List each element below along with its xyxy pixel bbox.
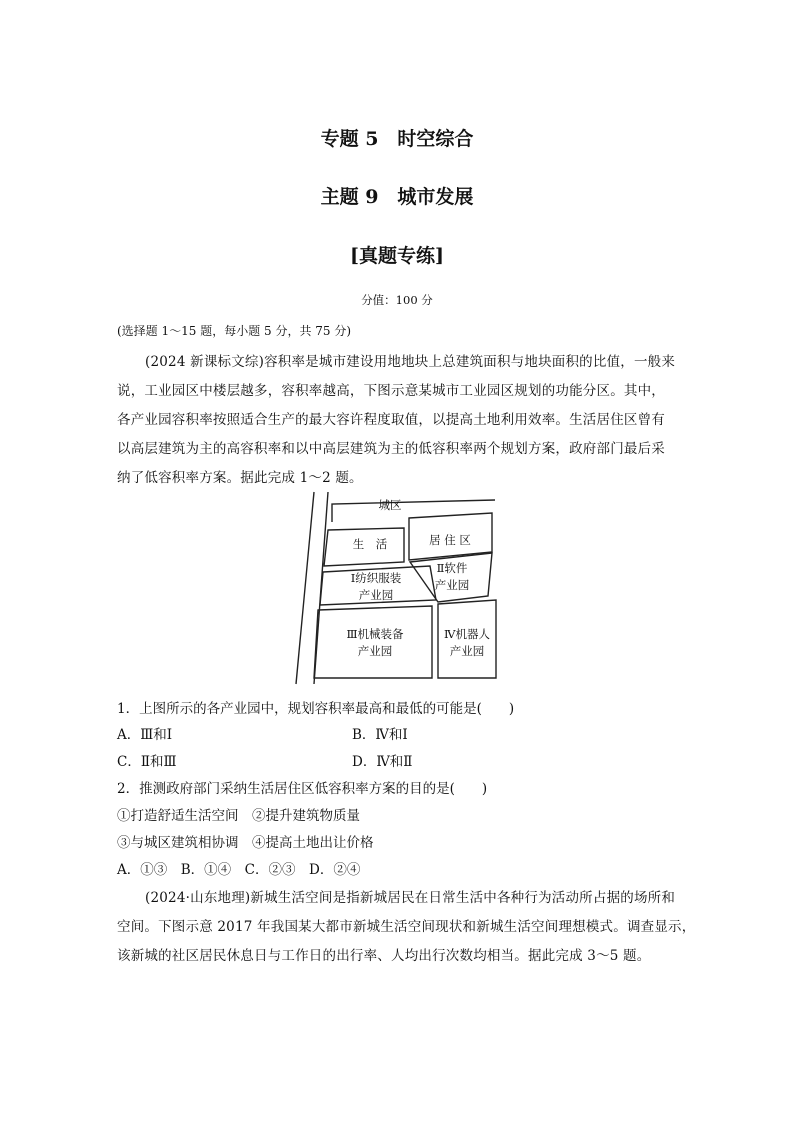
topic-title: 专题 5 时空综合 [320, 128, 474, 150]
park-1-label: Ⅰ纺织服装 [350, 571, 402, 585]
score-line: 分值：100 分 [361, 293, 433, 307]
park-4-label: 产业园 [449, 644, 485, 658]
park-2-label: Ⅱ软件 [436, 561, 468, 575]
park-3-block [314, 606, 432, 678]
section-title: [真题专练] [350, 245, 444, 267]
theme-title: 主题 9 城市发展 [320, 186, 474, 208]
question-1-stem: 1．上图所示的各产业园中，规划容积率最高和最低的可能是( ) [117, 701, 515, 717]
passage2-line: 空间。下图示意 2017 年我国某大都市新城生活空间现状和新城生活空间理想模式。调查显示， [117, 919, 696, 935]
passage2-line: (2024·山东地理)新城生活空间是指新城居民在日常生活中各种行为活动所占据的场所和 [145, 890, 676, 906]
city-boundary [332, 500, 495, 522]
passage1-line: 纳了低容积率方案。据此完成 1～2 题。 [117, 470, 363, 486]
question-1-option-b: B．Ⅳ和Ⅰ [352, 727, 408, 743]
city-label: 城区 [378, 498, 402, 512]
question-1-option-c: C．Ⅱ和Ⅲ [117, 754, 177, 770]
road-line [296, 492, 314, 684]
question-note: (选择题 1～15 题，每小题 5 分，共 75 分) [117, 324, 352, 338]
park-3-label: 产业园 [357, 644, 393, 658]
park-4-label: Ⅳ机器人 [444, 627, 490, 641]
passage1-line: (2024 新课标文综)容积率是城市建设用地地块上总建筑面积与地块面积的比值，一般来 [145, 354, 676, 370]
living-label-left: 生 活 [352, 537, 388, 551]
question-2-options: A．①③ B．①④ C．②③ D．②④ [117, 862, 361, 878]
question-2-stem: 2．推测政府部门采纳生活居住区低容积率方案的目的是( ) [117, 781, 488, 797]
park-2-label: 产业园 [434, 578, 470, 592]
passage1-line: 以高层建筑为主的高容积率和以中高层建筑为主的低容积率两个规划方案，政府部门最后采 [117, 441, 665, 457]
park-3-label: Ⅲ机械装备 [346, 627, 404, 641]
industrial-park-map [290, 490, 505, 690]
passage1-line: 各产业园容积率按照适合生产的最大容许程度取值，以提高土地利用效率。生活居住区曾有 [117, 412, 665, 428]
living-label-right: 居 住 区 [429, 533, 471, 547]
question-1-option-a: A．Ⅲ和Ⅰ [117, 727, 173, 743]
park-1-label: 产业园 [358, 588, 394, 602]
passage1-line: 说，工业园区中楼层越多，容积率越高，下图示意某城市工业园区规划的功能分区。其中， [117, 383, 665, 399]
question-2-items: ③与城区建筑相协调 ④提高土地出让价格 [117, 835, 374, 851]
passage2-line: 该新城的社区居民休息日与工作日的出行率、人均出行次数均相当。据此完成 3～5 题。 [117, 948, 651, 964]
question-2-items: ①打造舒适生活空间 ②提升建筑物质量 [117, 808, 360, 824]
question-1-option-d: D．Ⅳ和Ⅱ [352, 754, 413, 770]
